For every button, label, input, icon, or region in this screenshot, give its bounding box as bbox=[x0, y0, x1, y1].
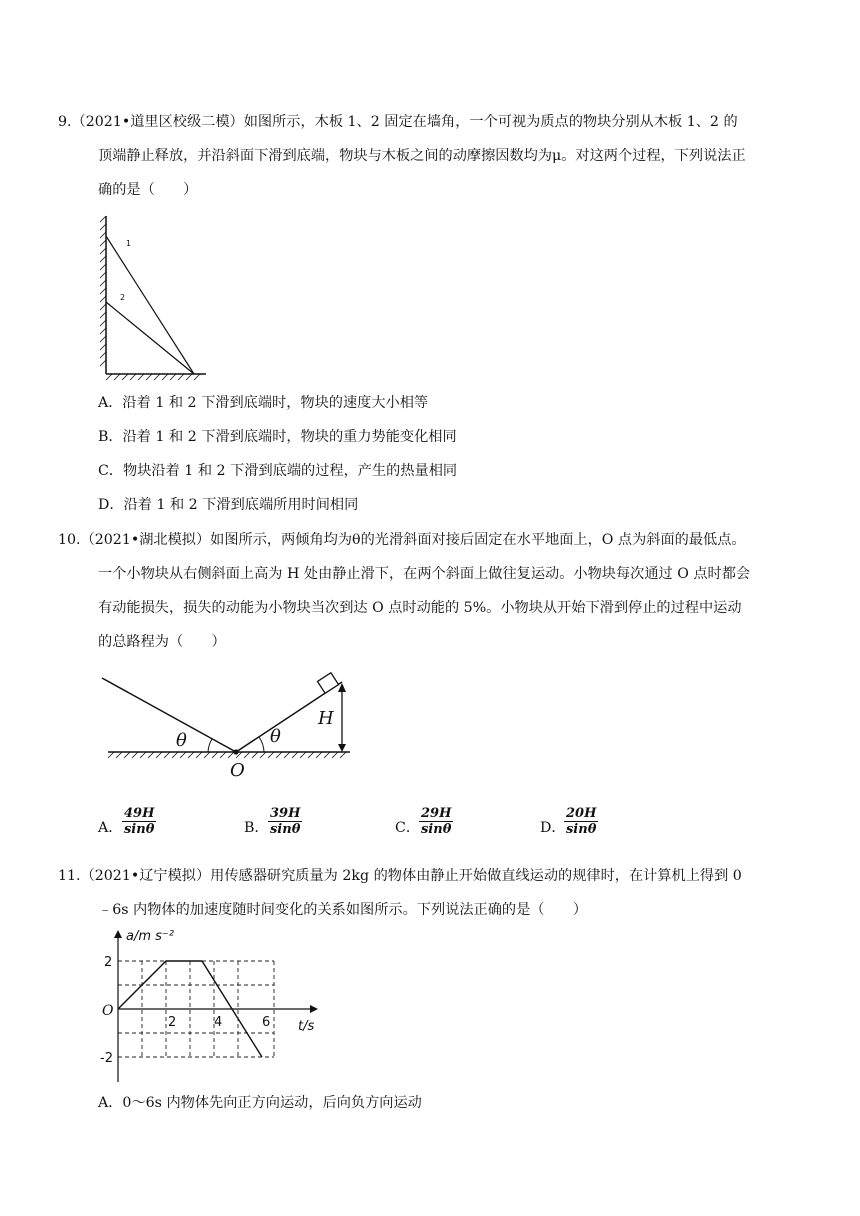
x-tick-4: 4 bbox=[214, 1015, 223, 1030]
x-axis-arrow bbox=[310, 1005, 318, 1013]
q10-option-b-label: B． bbox=[244, 820, 269, 836]
board-1-label: 1 bbox=[126, 239, 132, 248]
q9-text-line2: 顶端静止释放，并沿斜面下滑到底端，物块与木板之间的动摩擦因数均为μ。对这两个过程，下列说法正 bbox=[98, 148, 746, 164]
q10-option-c-label: C． bbox=[395, 820, 421, 836]
theta-right: θ bbox=[270, 726, 281, 747]
q10-option-a-den: sinθ bbox=[123, 822, 155, 837]
q10-text-line4: 的总路程为（ ） bbox=[98, 634, 226, 650]
q10-option-c-num: 29H bbox=[421, 806, 452, 821]
q10-option-d-fraction bbox=[564, 806, 598, 838]
q10-option-d-den: sinθ bbox=[565, 822, 597, 837]
y-axis-label: a/m s⁻² bbox=[126, 929, 174, 944]
q10-option-b-den: sinθ bbox=[269, 822, 301, 837]
board-1 bbox=[106, 236, 194, 374]
q9-option-a: A．沿着 1 和 2 下滑到底端时，物块的速度大小相等 bbox=[98, 395, 429, 411]
q9-figure-wall-boards bbox=[98, 214, 208, 380]
x-tick-2: 2 bbox=[168, 1015, 177, 1030]
x-tick-6: 6 bbox=[262, 1015, 271, 1030]
q10-option-b-num: 39H bbox=[270, 806, 301, 821]
board-2-label: 2 bbox=[120, 293, 126, 302]
q10-text-line3: 有动能损失，损失的动能为小物块当次到达 O 点时动能的 5%。小物块从开始下滑到停止的过程中运动 bbox=[98, 600, 742, 616]
q10-option-d-num: 20H bbox=[566, 806, 597, 821]
q10-text-line2: 一个小物块从右侧斜面上高为 H 处由静止滑下，在两个斜面上做往复运动。小物块每次通过 O 点时都会 bbox=[98, 566, 751, 582]
q11-text-line1: 11.（2021•辽宁模拟）用传感器研究质量为 2kg 的物体由静止开始做直线运动的规律时，在计算机上得到 0 bbox=[58, 868, 742, 884]
y-tick-2: 2 bbox=[104, 955, 113, 970]
q9-text-line1: 9.（2021•道里区校级二模）如图所示，木板 1、2 固定在墙角，一个可视为质点的物块分别从木板 1、2 的 bbox=[58, 114, 738, 130]
label-h: H bbox=[318, 708, 334, 729]
theta-left: θ bbox=[176, 730, 187, 751]
origin-label: O bbox=[102, 1003, 114, 1019]
x-axis-label: t/s bbox=[298, 1019, 315, 1034]
board-2 bbox=[106, 302, 194, 374]
q11-acceleration-time-graph bbox=[98, 926, 330, 1086]
q10-text-line1: 10.（2021•湖北模拟）如图所示，两倾角均为θ的光滑斜面对接后固定在水平地面上，O 点为斜面的最低点。 bbox=[58, 532, 746, 548]
q10-option-a-label: A． bbox=[98, 820, 123, 836]
q9-option-b: B．沿着 1 和 2 下滑到底端时，物块的重力势能变化相同 bbox=[98, 429, 457, 445]
q11-option-a: A．0～6s 内物体先向正方向运动，后向负方向运动 bbox=[98, 1095, 422, 1111]
q9-text-line3: 确的是（ ） bbox=[98, 182, 198, 198]
point-o bbox=[233, 749, 238, 754]
q10-figure-double-incline bbox=[98, 672, 358, 784]
q10-option-b-fraction bbox=[268, 806, 302, 838]
q9-option-c: C．物块沿着 1 和 2 下滑到底端的过程，产生的热量相同 bbox=[98, 463, 458, 479]
y-tick-neg2: -2 bbox=[100, 1051, 113, 1066]
q11-text-line2: ﹣6s 内物体的加速度随时间变化的关系如图所示。下列说法正确的是（ ） bbox=[98, 902, 588, 918]
q9-option-d: D．沿着 1 和 2 下滑到底端所用时间相同 bbox=[98, 497, 359, 513]
q10-option-a-fraction bbox=[122, 806, 156, 838]
q10-option-c-fraction bbox=[419, 806, 453, 838]
block bbox=[317, 673, 338, 693]
q10-option-a-num: 49H bbox=[124, 806, 155, 821]
y-axis-arrow bbox=[114, 930, 122, 938]
q10-option-d-label: D． bbox=[540, 820, 566, 836]
q10-option-c-den: sinθ bbox=[420, 822, 452, 837]
label-o: O bbox=[230, 760, 245, 781]
